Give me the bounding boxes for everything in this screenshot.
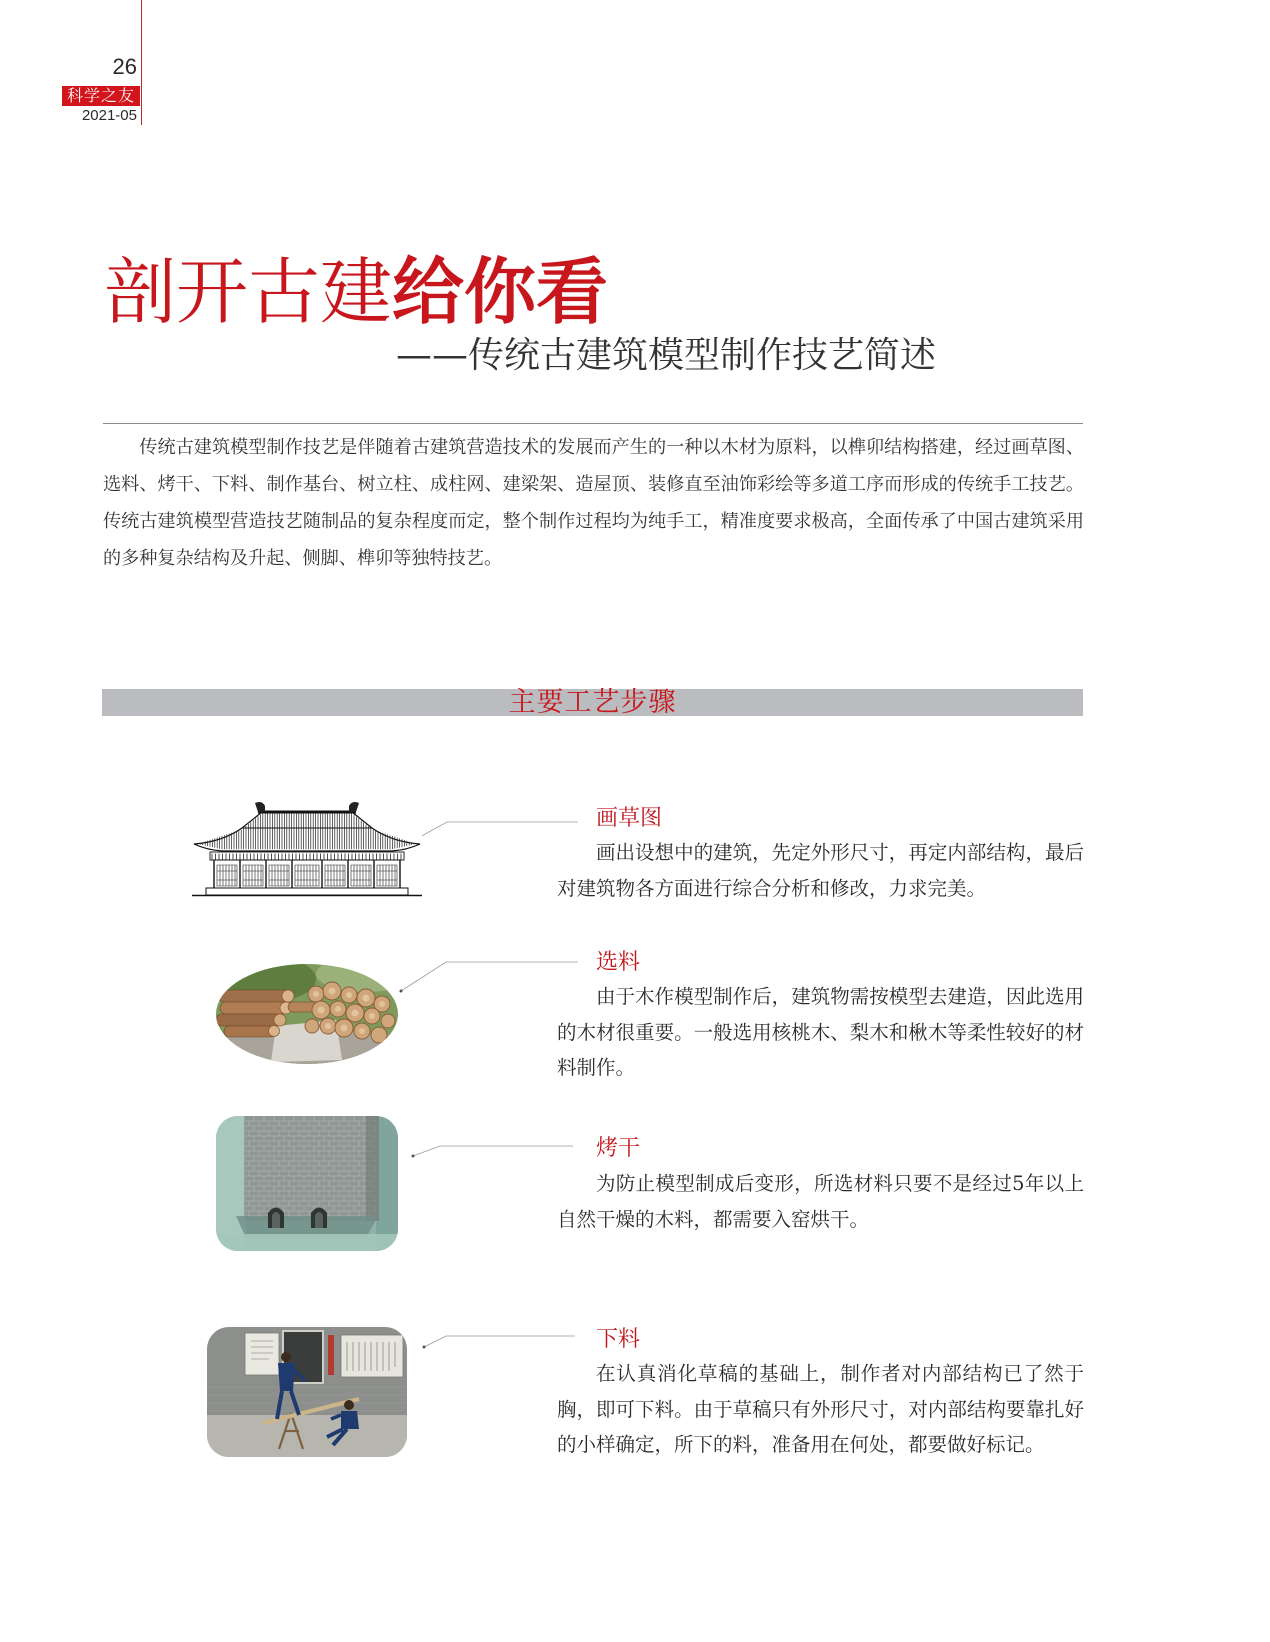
bracket-band-details (212, 854, 401, 860)
section-heading: 主要工艺步骤 (508, 687, 677, 718)
kiln-opening-right-inner (315, 1212, 323, 1228)
step-1-building-sketch (192, 800, 422, 898)
workers-photo-illustration (207, 1327, 407, 1457)
step-4-connector-dot (423, 1346, 426, 1349)
kiln-foreground (216, 1234, 398, 1251)
magazine-name-badge: 科学之友 (62, 86, 140, 106)
title-light-part: 剖开古建 (104, 250, 393, 334)
step-2-body: 由于木作模型制作后，建筑物需按模型去建造，因此选用的木材很重要。一般选用核桃木、梨木和楸木等柔性较好的材料制作。 (557, 985, 1084, 1079)
step-2-connector (401, 962, 578, 991)
intro-paragraph: 传统古建筑模型制作技艺是伴随着古建筑营造技术的发展而产生的一种以木材为原料，以榫卯结构搭建，经过画草图、选料、烤干、下料、制作基台、树立柱、成柱网、建梁架、造屋顶、装修直至油饰彩绘等多道工序而形成的传统手工技艺。传统古建筑模型营造技艺随制品的复杂程度而定，整个制作过程均为纯手工，精准度要求极高，全面传承了中国古建筑采用的多种复杂结构及升起、侧脚、榫卯等独特技艺。 (103, 437, 1084, 569)
header-vertical-rule (141, 0, 142, 125)
step-2-connector-dot (400, 990, 403, 993)
step-1-body: 画出设想中的建筑，先定外形尺寸，再定内部结构，最后对建筑物各方面进行综合分析和修改，力求完美。 (557, 841, 1084, 900)
step-4-connector (424, 1336, 575, 1347)
title-bold-part: 给你看 (392, 250, 609, 334)
bracket-band (210, 852, 404, 860)
logs-photo-illustration (216, 964, 398, 1064)
kiln-opening-left-inner (272, 1212, 280, 1228)
step-3-kiln-photo (216, 1116, 398, 1251)
section-heading-bar (102, 689, 1083, 716)
signboard-right (341, 1335, 403, 1377)
step-3-connector (413, 1146, 573, 1156)
ground (207, 1415, 407, 1457)
step-4-workers-photo (207, 1327, 407, 1457)
title-divider (103, 423, 1083, 424)
page-number: 26 (112, 54, 137, 79)
step-1-connector (418, 822, 578, 838)
kiln-photo-illustration (216, 1116, 398, 1251)
signboard-left (245, 1333, 279, 1375)
article-subtitle: ——传统古建筑模型制作技艺简述 (396, 335, 937, 376)
article-title (104, 250, 608, 334)
step-3-body: 为防止模型制成后变形，所选材料只要不是经过5年以上自然干燥的木料，都需要入窑烘干。 (557, 1172, 1084, 1231)
issue-date: 2021-05 (81, 107, 137, 124)
left-wall-area (216, 1116, 246, 1251)
right-wall-area (376, 1116, 398, 1251)
step-3-connector-dot (412, 1155, 415, 1158)
step-2-title: 选料 (596, 950, 641, 975)
tower-shadow (366, 1116, 379, 1221)
step-1-title: 画草图 (596, 806, 663, 831)
step-4-title: 下料 (596, 1327, 641, 1352)
building-sketch-drawing (192, 800, 422, 898)
red-banner (328, 1335, 334, 1375)
step-3-title: 烤干 (596, 1136, 641, 1161)
building-platform (206, 888, 408, 895)
step-4-body: 在认真消化草稿的基础上，制作者对内部结构已了然于胸，即可下料。由于草稿只有外形尺寸，对内部结构要靠扎好的小样确定，所下的料，准备用在何处，都要做好标记。 (557, 1362, 1084, 1456)
step-2-logs-photo (216, 964, 398, 1064)
